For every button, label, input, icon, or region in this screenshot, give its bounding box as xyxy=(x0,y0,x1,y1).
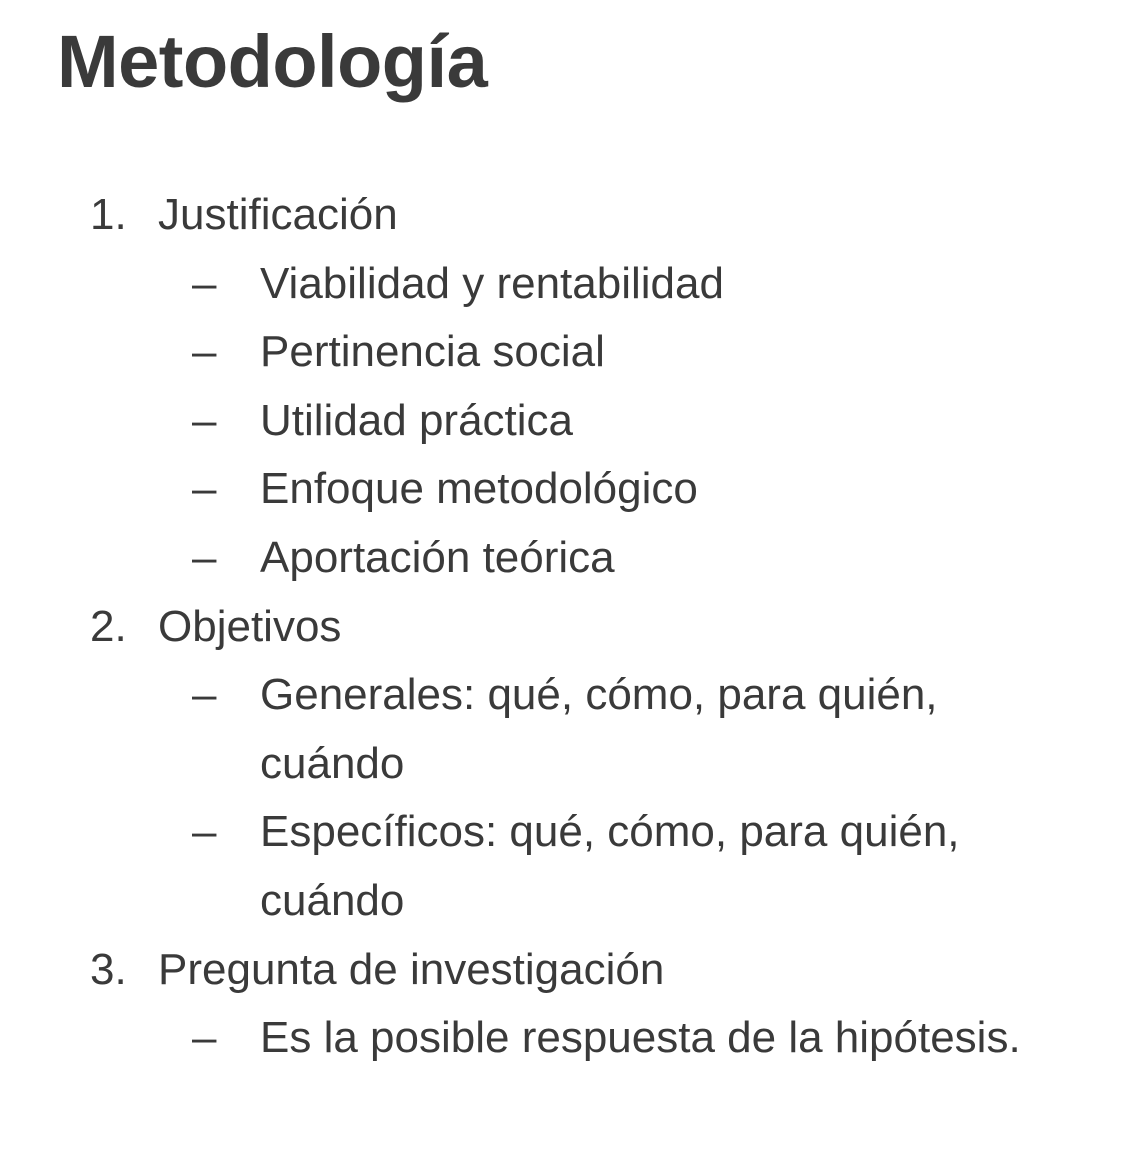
list-item-text: Aportación teórica xyxy=(260,532,615,582)
list-item-text: Pertinencia social xyxy=(260,327,605,377)
dash-bullet: – xyxy=(192,464,217,514)
list-item xyxy=(0,524,1133,593)
list-item xyxy=(0,318,1133,387)
list-item-text: Enfoque metodológico xyxy=(260,464,698,514)
list-item xyxy=(0,387,1133,456)
dash-bullet: – xyxy=(192,327,217,377)
dash-bullet: – xyxy=(192,258,217,308)
list-item xyxy=(0,661,1133,798)
list-item xyxy=(0,798,1133,935)
dash-bullet: – xyxy=(192,395,217,445)
list-item-text: Generales: qué, cómo, para quién, cuándo xyxy=(260,670,938,788)
section-items xyxy=(0,250,1133,593)
list-item-text: Viabilidad y rentabilidad xyxy=(260,258,724,308)
section-number: 3. xyxy=(90,944,127,994)
methodology-outline xyxy=(0,181,1133,1073)
section-objetivos xyxy=(0,593,1133,936)
section-items xyxy=(0,661,1133,935)
dash-bullet: – xyxy=(192,670,217,720)
dash-bullet: – xyxy=(192,532,217,582)
section-pregunta xyxy=(0,936,1133,1073)
section-items xyxy=(0,1004,1133,1073)
list-item xyxy=(0,1004,1133,1073)
list-item-text: Específicos: qué, cómo, para quién, cuándo xyxy=(260,807,960,925)
section-label: Pregunta de investigación xyxy=(158,944,665,994)
dash-bullet: – xyxy=(192,807,217,857)
section-number: 1. xyxy=(90,190,127,239)
list-item-text: Utilidad práctica xyxy=(260,395,574,445)
section-label: Justificación xyxy=(158,190,398,239)
page-title: Metodología xyxy=(57,20,488,103)
section-justificacion xyxy=(0,181,1133,593)
dash-bullet: – xyxy=(192,1013,217,1063)
list-item xyxy=(0,455,1133,524)
list-item xyxy=(0,250,1133,319)
list-item-text: Es la posible respuesta de la hipótesis. xyxy=(260,1013,1021,1063)
section-number: 2. xyxy=(90,601,127,651)
section-label: Objetivos xyxy=(158,601,342,651)
